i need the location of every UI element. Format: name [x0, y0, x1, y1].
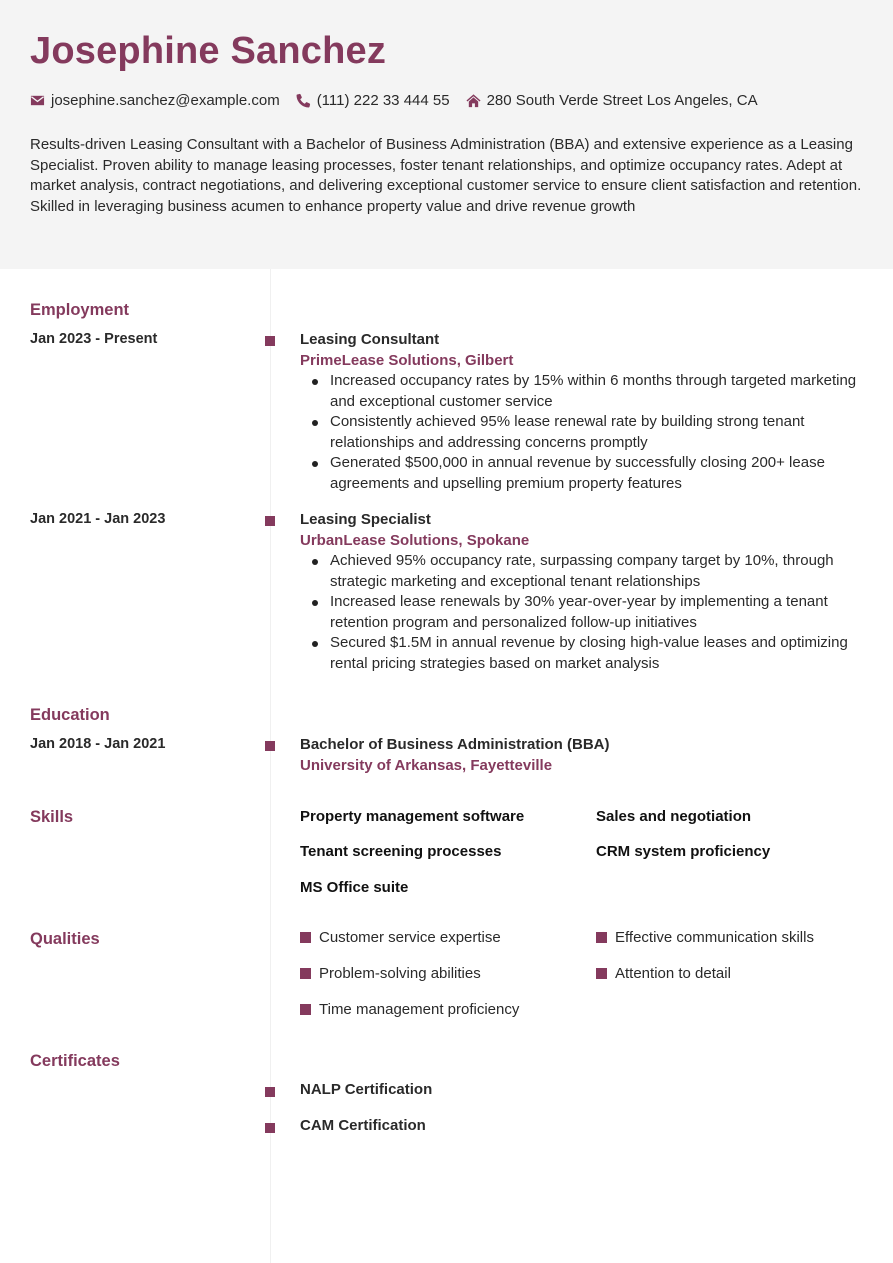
certificate-item: CAM Certification: [300, 1117, 426, 1134]
skill-item: Property management software: [300, 808, 525, 825]
job-title: Leasing Specialist: [300, 511, 431, 528]
school: University of Arkansas, Fayetteville: [300, 756, 553, 774]
contact-phone: [296, 92, 450, 109]
contact-address: [466, 92, 758, 109]
phone-text[interactable]: (111) 222 33 444 55: [316, 92, 450, 109]
bullet-dot-icon: [312, 461, 318, 467]
resume-header: [0, 0, 893, 269]
education-entry: [300, 735, 860, 776]
candidate-name: Josephine Sanchez: [30, 30, 387, 72]
bullet-item: Consistently achieved 95% lease renewal rate by building strong tenant relationships and addressing concerns promptly: [300, 412, 860, 453]
job-entry: [300, 330, 860, 495]
bullet-dot-icon: [312, 600, 318, 606]
timeline-divider: [270, 269, 271, 1263]
bullet-item: Increased lease renewals by 30% year-over-year by implementing a tenant retention program and personalized follow-up initiatives: [300, 592, 860, 633]
job-company: UrbanLease Solutions, Spokane: [300, 531, 530, 549]
contact-email: [30, 92, 280, 109]
skill-item: Sales and negotiation: [596, 808, 752, 825]
quality-item: Customer service expertise: [300, 929, 501, 946]
quality-item: Effective communication skills: [596, 929, 814, 946]
timeline-marker: [265, 516, 275, 526]
contact-line: [30, 92, 774, 109]
certificate-item: NALP Certification: [300, 1081, 433, 1098]
quality-item: Time management proficiency: [300, 1001, 519, 1018]
section-title-certificates: Certificates: [30, 1052, 120, 1070]
job-bullets: [300, 551, 860, 675]
job-dates: Jan 2023 - Present: [30, 331, 158, 347]
bullet-dot-icon: [312, 559, 318, 565]
home-icon: [466, 93, 481, 108]
square-bullet-icon: [300, 968, 311, 979]
square-bullet-icon: [596, 968, 607, 979]
bullet-dot-icon: [312, 420, 318, 426]
timeline-marker: [265, 741, 275, 751]
section-title-employment: Employment: [30, 301, 130, 319]
degree: Bachelor of Business Administration (BBA): [300, 736, 610, 753]
square-bullet-icon: [300, 1004, 311, 1015]
bullet-dot-icon: [312, 379, 318, 385]
job-bullets: [300, 371, 860, 495]
bullet-item: Achieved 95% occupancy rate, surpassing company target by 10%, through strategic marketing and exceptional tenant relationships: [300, 551, 860, 592]
job-dates: Jan 2021 - Jan 2023: [30, 511, 166, 527]
section-title-qualities: Qualities: [30, 930, 100, 948]
skill-item: MS Office suite: [300, 879, 409, 896]
section-title-skills: Skills: [30, 808, 74, 826]
timeline-marker: [265, 336, 275, 346]
bullet-dot-icon: [312, 641, 318, 647]
job-title: Leasing Consultant: [300, 331, 440, 348]
square-bullet-icon: [596, 932, 607, 943]
envelope-icon: [30, 93, 45, 108]
section-title-education: Education: [30, 706, 110, 724]
address-text: 280 South Verde Street Los Angeles, CA: [486, 92, 758, 109]
quality-item: Attention to detail: [596, 965, 731, 982]
education-dates: Jan 2018 - Jan 2021: [30, 736, 166, 752]
email-text[interactable]: josephine.sanchez@example.com: [51, 92, 280, 109]
square-bullet-icon: [300, 932, 311, 943]
profile-summary: Results-driven Leasing Consultant with a Bachelor of Business Administration (BBA) and extensive experience as a Leasing Specialist. Proven ability to manage leasing processes, foster tenant relationships, and optimize occupancy rates. Adept at market analysis, contract negotiations, and delivering exceptional customer service to ensure client satisfaction and retention. Skilled in leveraging business acumen to enhance property value and drive revenue growth: [30, 136, 862, 215]
skill-item: CRM system proficiency: [596, 843, 771, 860]
quality-item: Problem-solving abilities: [300, 965, 481, 982]
timeline-marker: [265, 1087, 275, 1097]
bullet-item: Generated $500,000 in annual revenue by successfully closing 200+ lease agreements and upselling premium property features: [300, 453, 860, 494]
skill-item: Tenant screening processes: [300, 843, 502, 860]
bullet-item: Secured $1.5M in annual revenue by closing high-value leases and optimizing rental pricing strategies based on market analysis: [300, 633, 860, 674]
bullet-item: Increased occupancy rates by 15% within 6 months through targeted marketing and exceptional customer service: [300, 371, 860, 412]
timeline-marker: [265, 1123, 275, 1133]
job-company: PrimeLease Solutions, Gilbert: [300, 351, 514, 369]
phone-icon: [296, 93, 311, 108]
job-entry: [300, 510, 860, 675]
